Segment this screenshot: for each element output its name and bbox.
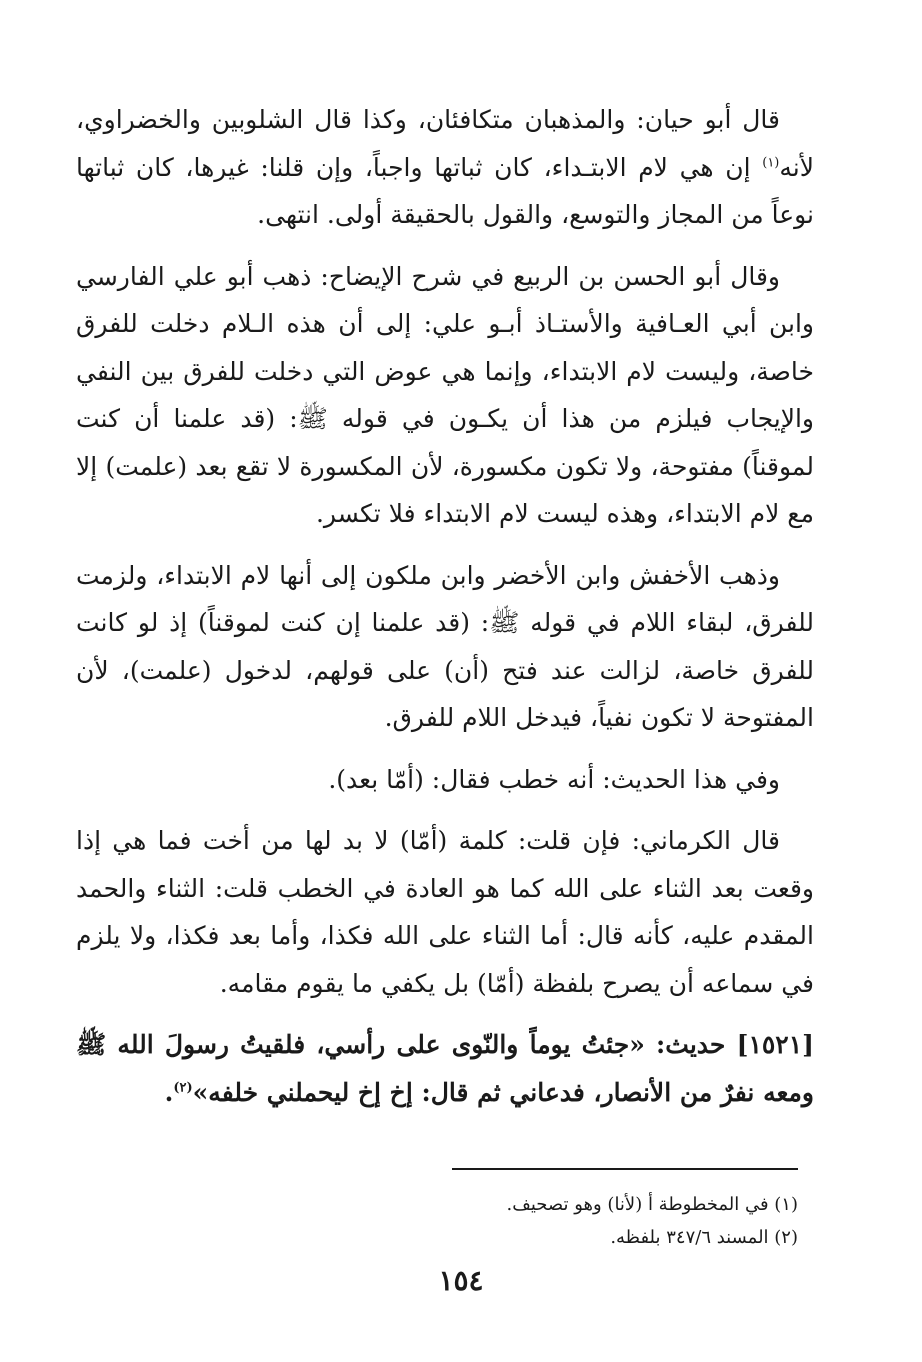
hadith-end: .	[164, 1077, 174, 1107]
hadith-label: حديث:	[644, 1030, 737, 1059]
paragraph-text: إن هي لام الابتـداء، كان ثباتها واجباً، وإن قلنا: غيرها، كان ثباتها نوعاً من المجاز والتوسع، والقول بالحقيقة أولى. انتهى.	[76, 152, 814, 229]
footnotes	[298, 1188, 798, 1254]
footnote-reference[interactable]: (١)	[762, 155, 780, 171]
page-number: ١٥٤	[438, 1264, 484, 1297]
footnote-1: (١) في المخطوطة أ (لأنا) وهو تصحيف.	[506, 1194, 798, 1215]
hadith-text: «جئتُ يوماً والنّوى على رأسي، فلقيتُ رسولَ الله ﷺ ومعه نفرٌ من الأنصار، فدعاني ثم قال: إخ إخ ليحملني خلفه»	[76, 1030, 814, 1107]
footnote-2: (٢) المسند ٣٤٧/٦ بلفظه.	[610, 1227, 798, 1248]
paragraph-text: قال أبو حيان: والمذهبان متكافئان، وكذا قال الشلوبين والخضراوي، لأنه	[76, 105, 814, 182]
paragraph-al-kirmani: قال الكرماني: فإن قلت: كلمة (أمّا) لا بد لها من أخت فما هي إذا وقعت بعد الثناء على الله كما هو العادة في الخطب قلت: الثناء والحمد المقدم عليه، كأنه قال: أما الثناء على الله فكذا، وأما بعد فكذا، ولا يلزم في سماعه أن يصرح بلفظة (أمّا) بل يكفي ما يقوم مقامه.	[76, 826, 814, 998]
paragraph-hadith-note: وفي هذا الحديث: أنه خطب فقال: (أمّا بعد).	[328, 764, 780, 794]
paragraph-abu-hayyan	[76, 96, 814, 239]
paragraph-al-akhfash: وذهب الأخفش وابن الأخضر وابن ملكون إلى أنها لام الابتداء، ولزمت للفرق، لبقاء اللام في قوله ﷺ: (قد علمنا إن كنت لموقناً) إذ لو كانت للفرق خاصة، لزالت عند فتح (أن) على قولهم، لدخول (علمت)، لأن المفتوحة لا تكون نفياً، فيدخل اللام للفرق.	[76, 560, 814, 732]
paragraph-ibn-al-rabi: وقال أبو الحسن بن الربيع في شرح الإيضاح: ذهب أبو علي الفارسي وابن أبي العـافية والأستـاذ أبـو علي: إلى أن هذه الـلام دخلت للفرق خاصة، وليست لام الابتداء، وإنما هي عوض التي دخلت للفرق بين النفي والإيجاب فيلزم من هذا أن يكـون في قوله ﷺ: (قد علمنا أن كنت لموقناً) مفتوحة، ولا تكون مكسورة، لأن المكسورة لا تقع بعد (علمت) إلا مع لام الابتداء، وهذه ليست لام الابتداء فلا تكسر.	[76, 261, 814, 528]
hadith-entry	[76, 1021, 814, 1116]
footnote-reference[interactable]: (٢)	[173, 1080, 193, 1096]
main-text	[76, 96, 814, 1130]
footnote-divider	[452, 1168, 798, 1170]
hadith-number: [١٥٢١]	[736, 1030, 814, 1059]
